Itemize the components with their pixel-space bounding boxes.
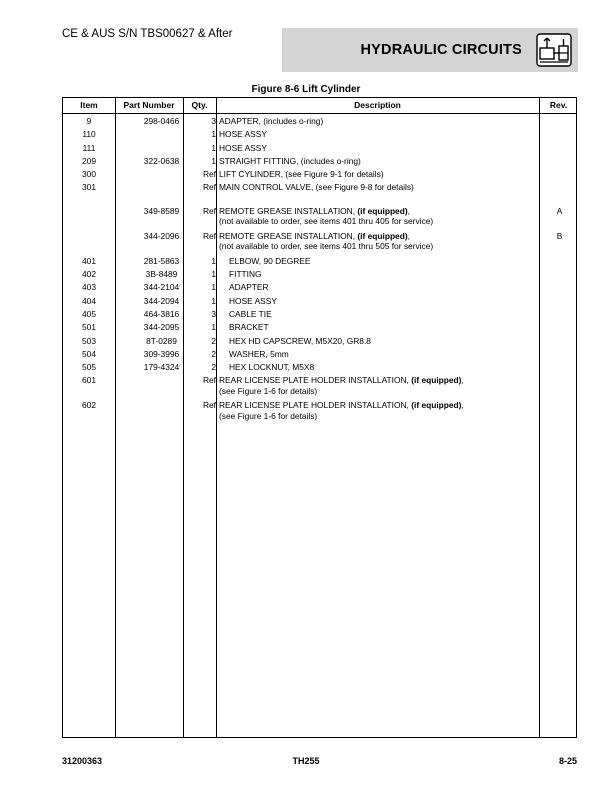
description-line (219, 182, 539, 193)
description-note: (see Figure 1-6 for details) (219, 410, 318, 421)
description-line (229, 282, 539, 293)
item-number: 602 (82, 400, 96, 411)
quantity: Ref (202, 400, 216, 411)
item-number: 209 (82, 155, 96, 166)
serial-note: CE & AUS S/N TBS00627 & After (62, 28, 233, 40)
quantity: 1 (211, 155, 216, 166)
part-number: 344-2095 (143, 322, 180, 333)
part-number: 464-3816 (143, 308, 180, 319)
table-row (63, 182, 576, 195)
equipped-note: (if equipped) (357, 230, 408, 241)
description (219, 182, 539, 193)
item-number: 110 (82, 129, 96, 140)
item-number: 405 (82, 308, 96, 319)
description (219, 129, 539, 140)
item-number: 501 (82, 322, 96, 333)
description (219, 336, 539, 347)
part-number: 344-2096 (143, 230, 180, 241)
item-number: 301 (82, 182, 96, 193)
description-line (229, 322, 539, 333)
item-number: 9 (86, 116, 92, 126)
hydraulic-circuit-icon (536, 33, 572, 67)
description (219, 116, 539, 127)
quantity: 1 (211, 142, 216, 153)
equipped-note: (if equipped) (411, 375, 462, 386)
part-number: 344-2094 (143, 295, 180, 306)
header-rev: Rev. (549, 100, 568, 110)
part-number: 344-2104 (143, 282, 180, 293)
item-number: 505 (82, 362, 96, 373)
description-text: REAR LICENSE PLATE HOLDER INSTALLATION, (219, 375, 412, 386)
description-note: (not available to order, see items 401 thru 405 for service) (219, 216, 434, 227)
description-punctuation: , (461, 375, 464, 386)
table-row (63, 309, 576, 322)
part-number: 179-4324 (143, 362, 180, 373)
description-line (229, 362, 539, 373)
table-row (63, 282, 576, 295)
description (219, 349, 539, 360)
description-line (219, 116, 539, 127)
table-spacer-row (63, 196, 576, 206)
equipped-note: (if equipped) (411, 400, 462, 411)
description (219, 206, 539, 227)
model-name: TH255 (292, 756, 320, 766)
quantity: 3 (211, 116, 216, 126)
item-number: 504 (82, 348, 96, 359)
quantity: 1 (211, 295, 216, 306)
quantity: 1 (211, 255, 216, 266)
description (219, 169, 539, 180)
description-note: (not available to order, see items 401 thru 505 for service) (219, 241, 434, 252)
description-punctuation: , (407, 205, 410, 216)
parts-table (62, 97, 577, 738)
table-row (63, 231, 576, 256)
item-number: 404 (82, 295, 96, 306)
description-text: HOSE ASSY (219, 129, 267, 140)
description-line (219, 400, 539, 411)
description-text: HEX HD CAPSCREW, M5X20, GR8.8 (229, 335, 371, 346)
part-number: 298-0466 (143, 116, 180, 126)
table-row (63, 129, 576, 142)
description-line (219, 375, 539, 386)
description-line (229, 336, 539, 347)
quantity: 1 (211, 269, 216, 280)
description-line (229, 296, 539, 307)
table-row (63, 362, 576, 375)
description (219, 322, 539, 333)
quantity: Ref (202, 182, 216, 193)
section-header-bar (282, 28, 578, 72)
description-line (229, 269, 539, 280)
description-line (229, 256, 539, 267)
description-line (219, 143, 539, 154)
header-part-number: Part Number (123, 100, 175, 110)
description-text: MAIN CONTROL VALVE, (see Figure 9-8 for details) (219, 182, 414, 193)
table-row (63, 336, 576, 349)
table-row (63, 375, 576, 400)
table-row (63, 269, 576, 282)
table-row (63, 322, 576, 335)
section-title: HYDRAULIC CIRCUITS (360, 42, 522, 58)
item-number: 402 (82, 269, 96, 280)
description (219, 296, 539, 307)
description (219, 156, 539, 167)
table-row (63, 206, 576, 231)
quantity: Ref (202, 230, 216, 241)
table-row (63, 143, 576, 156)
revision: A (556, 205, 563, 216)
quantity: 1 (211, 322, 216, 333)
table-row (63, 256, 576, 269)
quantity: 1 (211, 282, 216, 293)
description-punctuation: , (407, 230, 410, 241)
description-text: WASHER, 5mm (229, 348, 289, 359)
quantity: 3 (211, 308, 216, 319)
part-number: 322-0638 (143, 155, 180, 166)
description-line (219, 169, 539, 180)
description-text: FITTING (229, 269, 262, 280)
description (219, 309, 539, 320)
quantity: 1 (211, 129, 216, 140)
part-number: 3B-8489 (145, 269, 178, 280)
description-text: REAR LICENSE PLATE HOLDER INSTALLATION, (219, 400, 412, 411)
description (219, 256, 539, 267)
document-number: 31200363 (62, 756, 103, 766)
description (219, 231, 539, 252)
header-qty: Qty. (191, 100, 208, 110)
item-number: 503 (82, 335, 96, 346)
part-number: 8T-0289 (146, 335, 177, 346)
table-row (63, 156, 576, 169)
table-body (63, 116, 576, 425)
quantity: Ref (202, 375, 216, 386)
description-text: ADAPTER (229, 282, 269, 293)
description-line (219, 156, 539, 167)
quantity: Ref (202, 169, 216, 180)
description (219, 269, 539, 280)
quantity: 2 (211, 362, 216, 373)
item-number: 111 (82, 142, 96, 153)
description-text: ADAPTER, (includes o-ring) (219, 116, 324, 126)
quantity: 2 (211, 348, 216, 359)
description-text: REMOTE GREASE INSTALLATION, (219, 205, 358, 216)
description (219, 400, 539, 421)
table-row (63, 296, 576, 309)
description-text: STRAIGHT FITTING, (includes o-ring) (219, 155, 361, 166)
item-number: 601 (82, 375, 96, 386)
page-number: 8-25 (558, 756, 577, 766)
description-text: HEX LOCKNUT, M5X8 (229, 362, 315, 373)
description-line (229, 309, 539, 320)
revision: B (556, 230, 563, 241)
figure-title: Figure 8-6 Lift Cylinder (251, 84, 361, 95)
description-text: REMOTE GREASE INSTALLATION, (219, 230, 358, 241)
part-number: 349-8589 (143, 205, 180, 216)
table-row (63, 116, 576, 129)
description-line (219, 231, 539, 242)
description-line (229, 349, 539, 360)
description-line (219, 129, 539, 140)
description-text: ELBOW, 90 DEGREE (229, 255, 311, 266)
description-note: (see Figure 1-6 for details) (219, 385, 318, 396)
equipped-note: (if equipped) (357, 205, 408, 216)
quantity: 2 (211, 335, 216, 346)
description-text: BRACKET (229, 322, 269, 333)
table-header-row (63, 98, 576, 114)
part-number: 309-3996 (143, 348, 180, 359)
description (219, 143, 539, 154)
item-number: 300 (82, 169, 96, 180)
description-text: HOSE ASSY (219, 142, 267, 153)
part-number: 281-5863 (143, 255, 180, 266)
description-punctuation: , (461, 400, 464, 411)
description (219, 282, 539, 293)
description (219, 362, 539, 373)
description-line (219, 206, 539, 217)
table-row (63, 169, 576, 182)
item-number: 403 (82, 282, 96, 293)
table-row (63, 400, 576, 425)
description-text: LIFT CYLINDER, (see Figure 9-1 for details) (219, 169, 384, 180)
description (219, 375, 539, 396)
item-number: 401 (82, 255, 96, 266)
description-text: HOSE ASSY (229, 295, 277, 306)
description-text: CABLE TIE (229, 308, 272, 319)
quantity: Ref (202, 205, 216, 216)
table-row (63, 349, 576, 362)
header-description: Description (354, 100, 401, 110)
header-item: Item (80, 100, 98, 110)
